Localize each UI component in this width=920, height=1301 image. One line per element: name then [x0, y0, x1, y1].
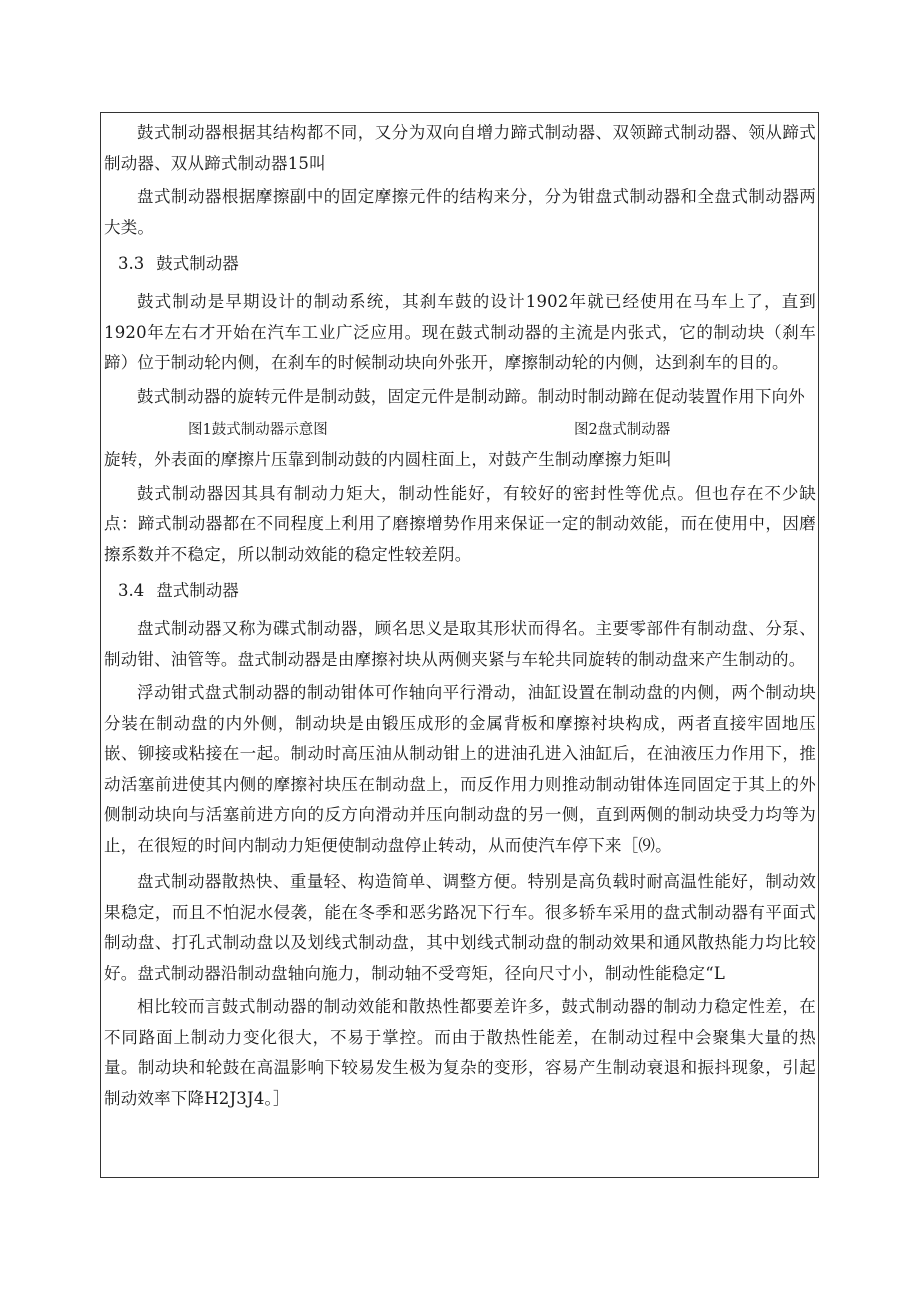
paragraph-drum-rotation: 旋转，外表面的摩擦片压靠到制动鼓的内圆柱面上，对鼓产生制动摩擦力矩叫	[104, 450, 672, 469]
paragraph-disc-advantages: 盘式制动器散热快、重量轻、构造简单、调整方便。特别是高负载时耐高温性能好，制动效果稳定，而且不怕泥水侵袭，能在冬季和恶劣路况下行车。很多轿车采用的盘式制动器有平面式制动盘、打孔式制动盘以及划线式制动盘，其中划线式制动盘的制动效果和通风散热能力均比较好。盘式制动器沿制动盘轴向施力，制动轴不受弯矩，径向尺寸小，制动性能稳定“L	[104, 872, 816, 983]
paragraph-floating-caliper: 浮动钳式盘式制动器的制动钳体可作轴向平行滑动，油缸设置在制动盘的内侧，两个制动块分装在制动盘的内外侧，制动块是由锻压成形的金属背板和摩擦衬块构成，两者直接牢固地压嵌、铆接或粘接在一起。制动时高压油从制动钳上的进油孔进入油缸后，在油液压力作用下，推动活塞前进使其内侧的摩擦衬块压在制动盘上，而反作用力则推动制动钳体连同固定于其上的外侧制动块向与活塞前进方向的反方向滑动并压向制动盘的另一侧，直到两侧的制动块受力均等为止，在很短的时间内制动力矩便使制动盘停止转动，从而使汽车停下来［⑼。	[104, 683, 816, 855]
figure-caption-1: 图1鼓式制动器示意图	[188, 422, 328, 438]
paragraph-disc-intro: 盘式制动器又称为碟式制动器，顾名思义是取其形状而得名。主要零部件有制动盘、分泵、制动钳、油管等。盘式制动器是由摩擦衬块从两侧夹紧与车轮共同旋转的制动盘来产生制动的。	[104, 619, 816, 669]
section-heading-3-4	[104, 576, 816, 606]
paragraph-drum-history: 鼓式制动是早期设计的制动系统，其刹车鼓的设计1902年就已经使用在马车上了，直到1920年左右才开始在汽车工业广泛应用。现在鼓式制动器的主流是内张式，它的制动块（刹车蹄）位于制动轮内侧，在刹车的时候制动块向外张开，摩擦制动轮的内侧，达到刹车的目的。	[104, 292, 816, 372]
paragraph-comparison: 相比较而言鼓式制动器的制动效能和散热性都要差许多，鼓式制动器的制动力稳定性差，在不同路面上制动力变化很大，不易于掌控。而由于散热性能差，在制动过程中会聚集大量的热量。制动块和轮鼓在高温影响下较易发生极为复杂的变形，容易产生制动衰退和振抖现象，引起制动效率下降H2J3J4。］	[104, 997, 816, 1108]
figure-captions	[104, 415, 816, 445]
section-title: 鼓式制动器	[156, 254, 239, 273]
paragraph-drum-pros-cons: 鼓式制动器因其具有制动力矩大，制动性能好，有较好的密封性等优点。但也存在不少缺点：蹄式制动器都在不同程度上利用了磨擦增势作用来保证一定的制动效能，而在使用中，因磨擦系数并不稳定，所以制动效能的稳定性较差阴。	[104, 483, 816, 564]
section-number: 3.4	[118, 581, 145, 600]
figure-caption-2: 图2盘式制动器	[574, 422, 671, 438]
section-title: 盘式制动器	[156, 581, 239, 600]
section-heading-3-3	[104, 249, 816, 279]
paragraph-drum-elements: 鼓式制动器的旋转元件是制动鼓，固定元件是制动蹄。制动时制动蹄在促动装置作用下向外	[137, 386, 805, 406]
paragraph-drum-types: 鼓式制动器根据其结构都不同，又分为双向自增力蹄式制动器、双领蹄式制动器、领从蹄式制动器、双从蹄式制动器15叫	[104, 123, 816, 173]
paragraph-disc-types: 盘式制动器根据摩擦副中的固定摩擦元件的结构来分，分为钳盘式制动器和全盘式制动器两大类。	[104, 187, 816, 237]
document-body	[104, 118, 816, 1117]
section-number: 3.3	[118, 254, 145, 273]
